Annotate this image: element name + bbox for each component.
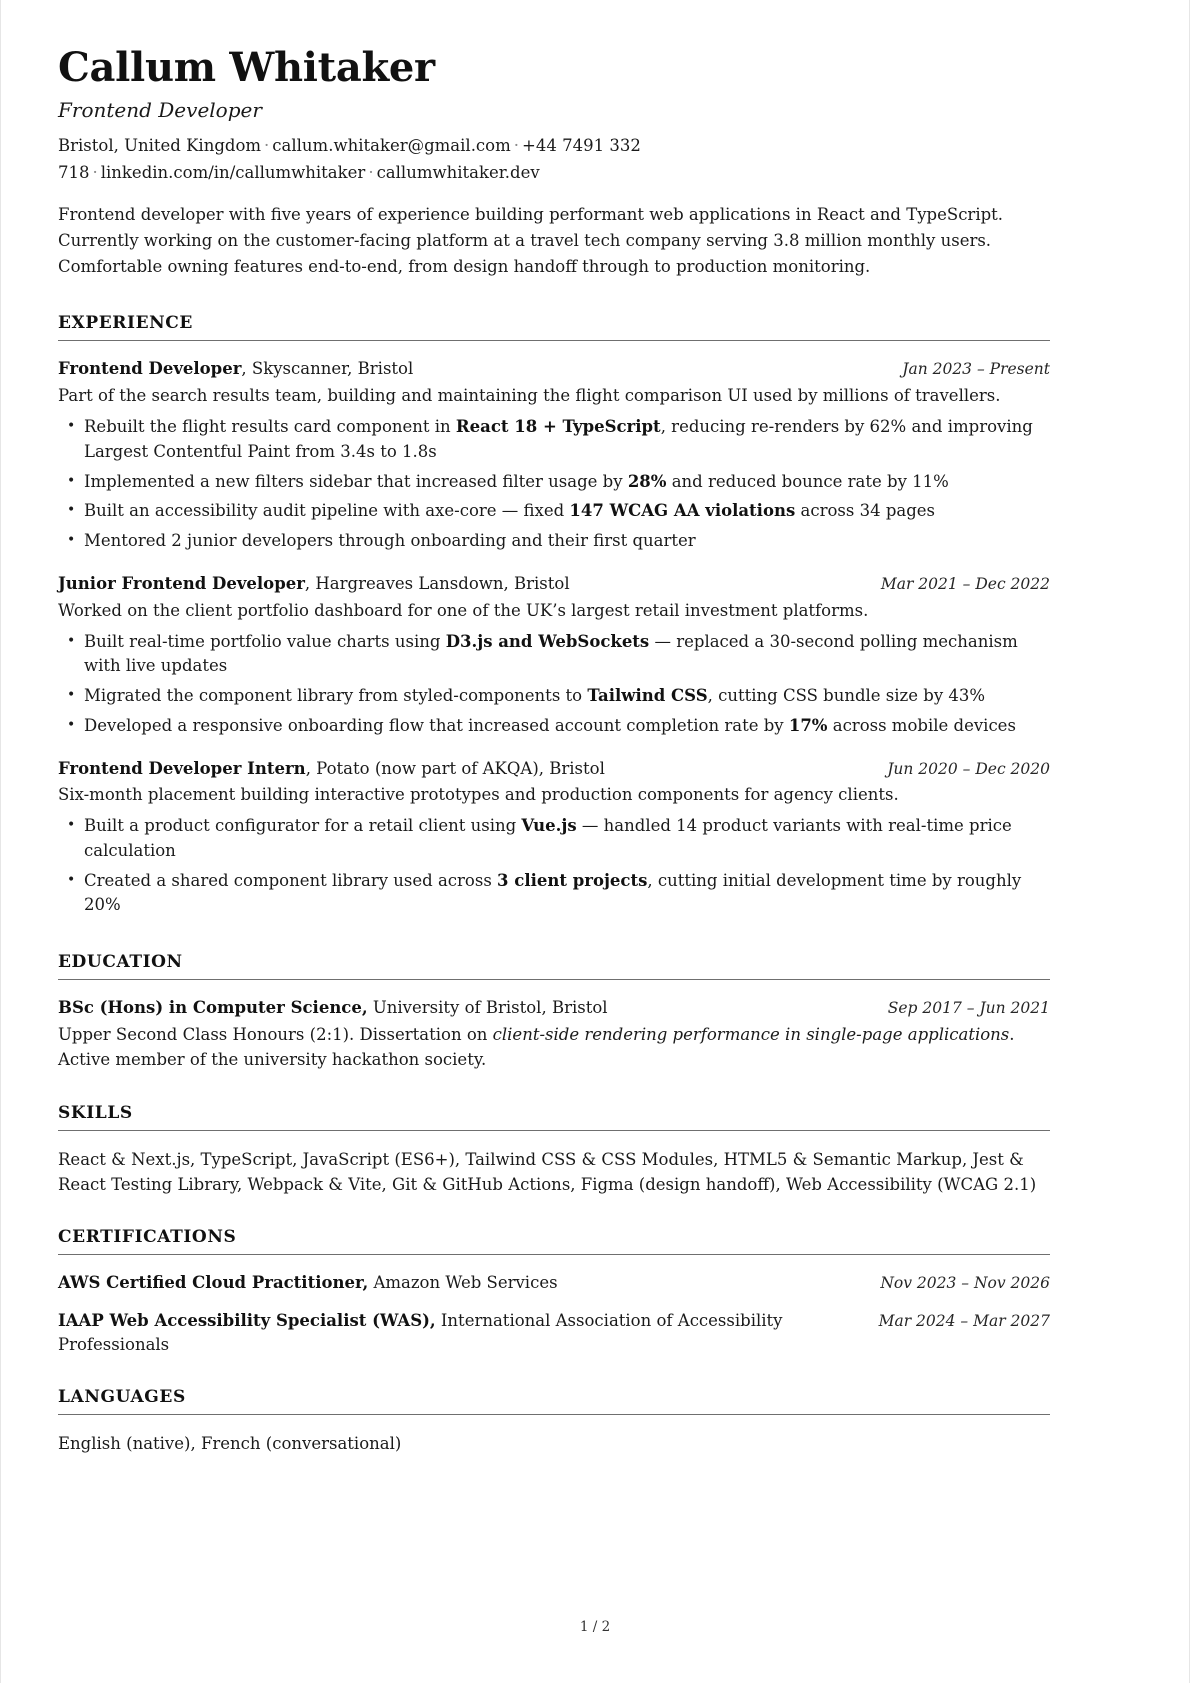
body-text: Built a product configurator for a retail client using: [84, 816, 522, 836]
job-date-range: Jan 2023 – Present: [902, 360, 1050, 379]
section-title-languages: LANGUAGES: [58, 1386, 186, 1407]
contact-line: [58, 133, 958, 186]
certification-entry: [58, 1271, 1050, 1295]
contact-separator: ·: [92, 162, 98, 182]
experience-entry: [58, 357, 1050, 553]
contact-linkedin[interactable]: linkedin.com/in/callumwhitaker: [100, 162, 366, 182]
candidate-headline: Frontend Developer: [58, 97, 262, 122]
candidate-name: Callum Whitaker: [58, 44, 435, 91]
education-detail: [58, 1023, 1050, 1073]
section-certifications: [58, 1227, 1050, 1357]
experience-entry: [58, 572, 1050, 739]
job-bullet: [58, 630, 1050, 680]
highlight-text: 3 client projects: [497, 870, 648, 890]
certification-date-range: Nov 2023 – Nov 2026: [880, 1273, 1050, 1292]
section-divider: [58, 1254, 1050, 1255]
resume-content: [58, 46, 1050, 1456]
contact-email[interactable]: callum.whitaker@gmail.com: [272, 135, 511, 155]
body-text: , cutting initial development time by roughly 20%: [84, 870, 1022, 915]
job-title: Frontend Developer: [58, 359, 242, 379]
entry-header: [58, 996, 1050, 1020]
entry-heading: [58, 757, 871, 781]
emphasis-text: client-side rendering performance in single-page applications: [492, 1025, 1010, 1045]
body-text: Built real-time portfolio value charts using: [84, 631, 446, 651]
contact-phone[interactable]: +44 7491 332 718: [58, 135, 641, 182]
degree-title: BSc (Hons) in Computer Science,: [58, 998, 368, 1018]
job-bullet: [58, 470, 1050, 495]
page-number: 1 / 2: [579, 1619, 611, 1635]
entry-heading: [58, 357, 886, 381]
job-summary: Worked on the client portfolio dashboard for one of the UK’s largest retail investment platforms.: [58, 600, 869, 620]
contact-separator: ·: [513, 135, 520, 155]
job-organization: , Hargreaves Lansdown, Bristol: [304, 573, 570, 593]
body-text: , cutting CSS bundle size by 43%: [707, 686, 986, 706]
job-date-range: Mar 2021 – Dec 2022: [880, 574, 1050, 593]
entry-heading: [58, 996, 872, 1020]
job-bullet-list: [58, 630, 1050, 739]
job-title: Junior Frontend Developer: [58, 573, 305, 593]
job-bullet: [58, 499, 1050, 524]
highlight-text: 17%: [788, 715, 828, 735]
section-title-skills: SKILLS: [58, 1102, 133, 1123]
job-bullet: [58, 529, 1050, 554]
highlight-text: 28%: [627, 471, 667, 491]
body-text: Upper Second Class Honours (2:1). Dissertation on: [58, 1025, 493, 1045]
section-education: [58, 952, 1050, 1072]
education-list: [58, 996, 1050, 1072]
body-text: Mentored 2 junior developers through onboarding and their first quarter: [84, 531, 696, 551]
education-date-range: Sep 2017 – Jun 2021: [887, 999, 1050, 1018]
highlight-text: D3.js and WebSockets: [445, 631, 650, 651]
body-text: Implemented a new filters sidebar that increased filter usage by: [84, 471, 628, 491]
body-text: — replaced a 30-second polling mechanism with live updates: [84, 631, 1018, 676]
highlight-text: Tailwind CSS: [587, 686, 708, 706]
certification-issuer: International Association of Accessibility Professionals: [58, 1310, 783, 1354]
entry-header: [58, 357, 1050, 381]
entry-heading: [58, 572, 865, 596]
contact-location: Bristol, United Kingdom: [58, 135, 262, 155]
professional-summary: Frontend developer with five years of experience building performant web applications in React and TypeScript. Currently working on the customer-facing platform at a travel tech company serving 3.8 million monthly users. Comfortable owning features end-to-end, from design handoff through to production monitoring.: [58, 205, 1004, 276]
job-title: Frontend Developer Intern: [58, 758, 306, 778]
certification-name: AWS Certified Cloud Practitioner,: [58, 1272, 369, 1292]
highlight-text: React 18 + TypeScript: [455, 417, 661, 437]
section-divider: [58, 1414, 1050, 1415]
section-divider: [58, 1130, 1050, 1131]
job-bullet: [58, 814, 1050, 864]
section-divider: [58, 340, 1050, 341]
section-languages: [58, 1387, 1050, 1456]
job-date-range: Jun 2020 – Dec 2020: [887, 759, 1050, 778]
job-organization: , Skyscanner, Bristol: [241, 359, 414, 379]
certification-entry: [58, 1309, 1050, 1357]
entry-header: [58, 572, 1050, 596]
section-experience: [58, 313, 1050, 918]
section-divider: [58, 979, 1050, 980]
page-edge-left: [0, 0, 1, 1683]
certifications-list: [58, 1271, 1050, 1357]
section-title-education: EDUCATION: [58, 952, 183, 973]
experience-entry: [58, 757, 1050, 919]
experience-list: [58, 357, 1050, 918]
section-title-certifications: CERTIFICATIONS: [58, 1226, 237, 1247]
languages-text: English (native), French (conversational): [58, 1433, 402, 1453]
contact-website[interactable]: callumwhitaker.dev: [376, 162, 540, 182]
skills-text: React & Next.js, TypeScript, JavaScript (ES6+), Tailwind CSS & CSS Modules, HTML5 & Semantic Markup, Jest & React Testing Library, Webpack & Vite, Git & GitHub Actions, Figma (design handoff), Web Accessibility (WCAG 2.1): [58, 1149, 1037, 1194]
job-bullet-list: [58, 814, 1050, 918]
body-text: — handled 14 product variants with real-time price calculation: [84, 816, 1012, 860]
education-entry: [58, 996, 1050, 1072]
body-text: Created a shared component library used across: [84, 870, 498, 890]
entry-heading: [58, 1271, 864, 1295]
section-skills: [58, 1103, 1050, 1197]
job-bullet: [58, 415, 1050, 465]
highlight-text: 147 WCAG AA violations: [569, 501, 796, 521]
certification-issuer: Amazon Web Services: [368, 1272, 558, 1292]
job-bullet: [58, 869, 1050, 919]
body-text: Rebuilt the flight results card component in: [84, 417, 456, 437]
body-text: across mobile devices: [827, 715, 1016, 735]
entry-heading: [58, 1309, 863, 1357]
body-text: Built an accessibility audit pipeline with axe-core — fixed: [84, 501, 570, 521]
job-organization: , Potato (now part of AKQA), Bristol: [305, 758, 605, 778]
body-text: across 34 pages: [795, 501, 936, 521]
certification-date-range: Mar 2024 – Mar 2027: [878, 1311, 1050, 1330]
contact-separator: ·: [264, 135, 270, 155]
body-text: , reducing re-renders by 62% and improving Largest Contentful Paint from 3.4s to 1.8s: [84, 417, 1033, 461]
job-summary: Six-month placement building interactive prototypes and production components for agency clients.: [58, 785, 899, 805]
body-text: Migrated the component library from styled-components to: [84, 686, 588, 706]
job-summary: Part of the search results team, building and maintaining the flight comparison UI used by millions of travellers.: [58, 386, 1001, 406]
body-text: Developed a responsive onboarding flow that increased account completion rate by: [84, 715, 789, 735]
contact-separator: ·: [368, 162, 374, 182]
body-text: . Active member of the university hackathon society.: [58, 1025, 1015, 1069]
job-bullet: [58, 714, 1050, 739]
entry-header: [58, 757, 1050, 781]
job-bullet-list: [58, 415, 1050, 554]
highlight-text: Vue.js: [521, 816, 577, 836]
body-text: and reduced bounce rate by 11%: [666, 471, 949, 491]
section-title-experience: EXPERIENCE: [58, 313, 193, 334]
job-bullet: [58, 684, 1050, 709]
resume-header: [58, 46, 1050, 279]
institution-name: University of Bristol, Bristol: [367, 998, 608, 1018]
certification-name: IAAP Web Accessibility Specialist (WAS),: [58, 1310, 436, 1330]
